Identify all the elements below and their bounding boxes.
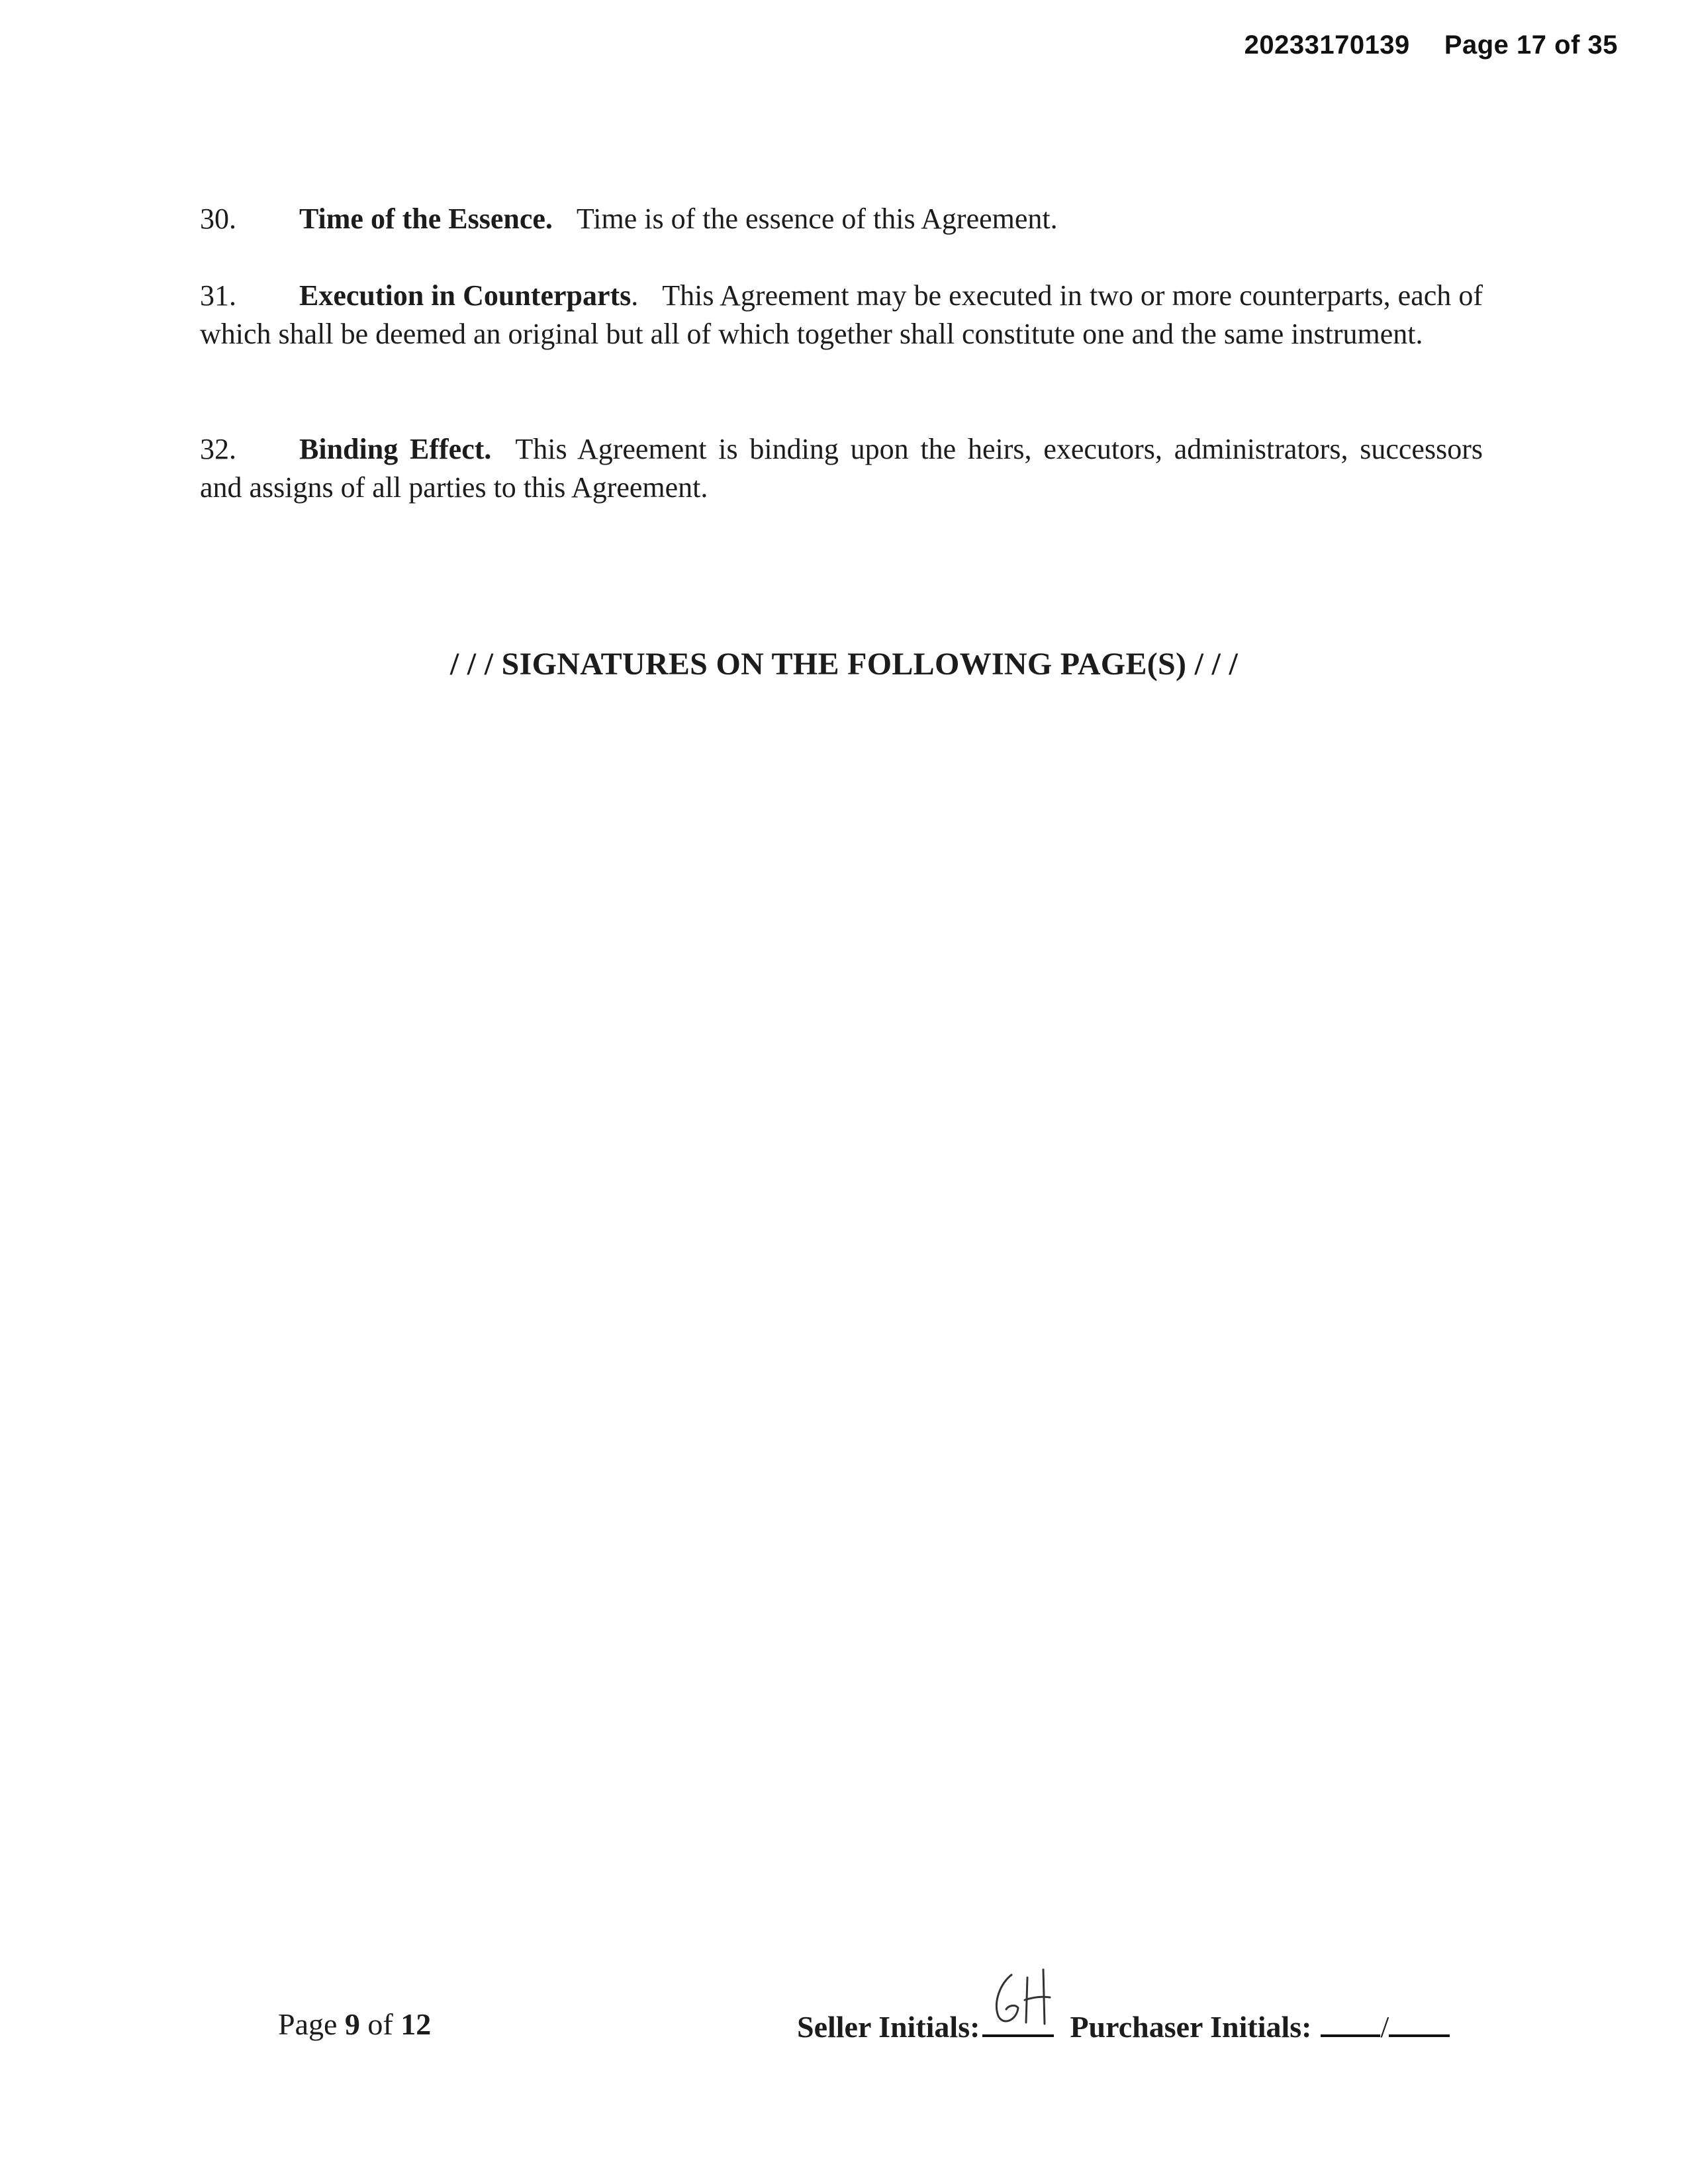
footer-page-number	[278, 2007, 431, 2042]
footer-initials	[797, 2005, 1450, 2044]
purchaser-initials-label: Purchaser Initials:	[1070, 2010, 1312, 2044]
page-prefix: Page	[278, 2007, 338, 2041]
recording-page-label: Page 17 of 35	[1444, 30, 1618, 60]
clause-30	[200, 200, 1483, 238]
seller-initials-signature	[986, 1967, 1059, 2033]
clause-number: 31.	[200, 279, 236, 312]
clause-heading: Execution in Counterparts	[299, 279, 632, 312]
page-of: of	[367, 2007, 393, 2041]
purchaser-initials-separator: /	[1380, 2010, 1389, 2044]
clause-heading: Binding Effect.	[299, 433, 492, 465]
page-current: 9	[344, 2007, 360, 2041]
seller-initials-label: Seller Initials:	[797, 2010, 980, 2044]
clause-31: 31. Execution in Counterparts. This Agreement may be executed in two or more counterparts, each of which shall be deemed an original but all of which together shall constitute one and the same instrument.	[200, 277, 1483, 353]
recording-header	[1244, 30, 1618, 60]
signatures-notice: / / / SIGNATURES ON THE FOLLOWING PAGE(S) / / /	[449, 647, 1239, 682]
clause-text: This Agreement is binding upon the heirs, executors, administrators, successors and assigns of all parties to this Agreement.	[200, 433, 1483, 504]
purchaser-initials-field-1[interactable]	[1321, 2005, 1380, 2037]
page-total: 12	[400, 2007, 432, 2041]
document-number: 20233170139	[1244, 30, 1410, 60]
clause-number: 30.	[200, 203, 236, 235]
seller-initials-field	[982, 2005, 1054, 2037]
clause-text: This Agreement may be executed in two or more counterparts, each of which shall be deemed an original but all of which together shall constitute one and the same instrument.	[200, 279, 1483, 350]
clause-text: Time is of the essence of this Agreement.	[576, 203, 1058, 235]
clause-heading: Time of the Essence.	[299, 203, 553, 235]
clause-number: 32.	[200, 433, 236, 465]
purchaser-initials-field-2[interactable]	[1389, 2005, 1450, 2037]
clause-32	[200, 430, 1483, 507]
